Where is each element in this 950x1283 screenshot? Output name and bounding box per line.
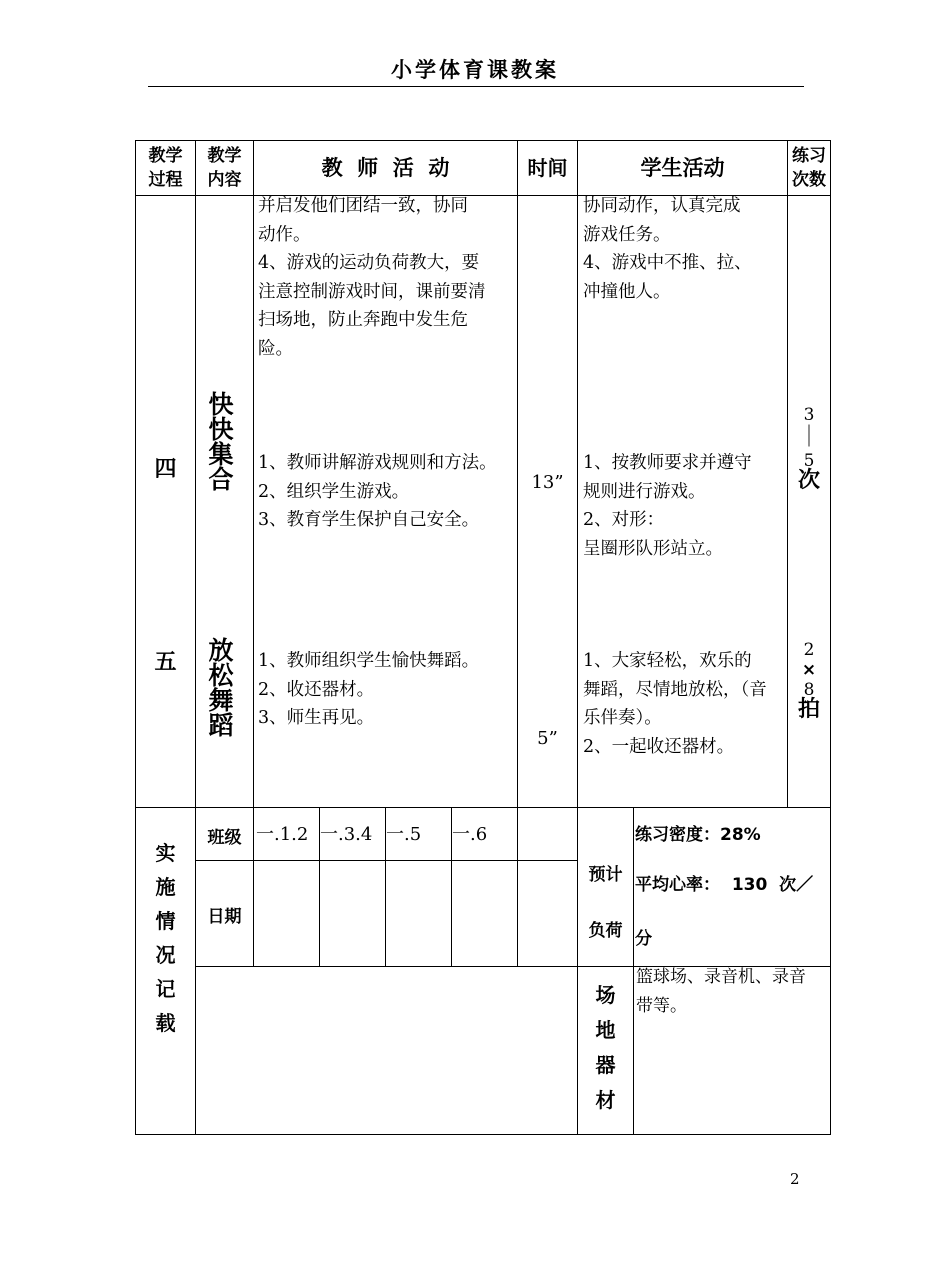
header-student: 学生活动 (640, 156, 725, 180)
class-3: 一.5 (386, 824, 422, 845)
density: 练习密度：28% (635, 825, 761, 845)
heart-rate: 平均心率： 130 次／ (635, 875, 814, 895)
section4-student: 1、按教师要求并遵守 规则进行游戏。 2、对形： 呈圈形队形站立。 (583, 453, 752, 559)
record-label: 实 施 情 况 记 载 (155, 841, 176, 1035)
section5-content: 放 松 舞 蹈 (208, 636, 234, 740)
section5-count: 2 × 8 拍 (797, 640, 820, 722)
section-number-4: 四 (154, 457, 177, 482)
class-4: 一.6 (452, 824, 488, 845)
class-2: 一.3.4 (320, 824, 373, 845)
venue-equipment: 篮球场、录音机、录音 带等。 (636, 967, 806, 1016)
venue-label: 场 地 器 材 (595, 983, 616, 1112)
header-time: 时间 (527, 156, 568, 180)
header-content: 教学内容 (207, 146, 242, 190)
section5-student: 1、大家轻松，欢乐的 舞蹈，尽情地放松，（音 乐伴奏）。 2、一起收还器材。 (583, 651, 767, 757)
student-continuation: 协同动作，认真完成 游戏任务。 4、游戏中不推、拉、 冲撞他人。 (583, 196, 752, 302)
class-1: 一.1.2 (256, 824, 309, 845)
section4-time: 13” (531, 472, 564, 493)
date-label: 日期 (207, 907, 242, 927)
section5-teacher: 1、教师组织学生愉快舞蹈。 2、收还器材。 3、师生再见。 (258, 651, 480, 729)
section4-count: 3 ｜ 5 次 (797, 405, 820, 493)
section-number-5: 五 (154, 650, 177, 675)
page-title: 小学体育课教案 (391, 58, 559, 82)
section4-content: 快 快 集 合 (208, 390, 234, 494)
section4-teacher: 1、教师讲解游戏规则和方法。 2、组织学生游戏。 3、教育学生保护自己安全。 (258, 453, 497, 531)
teacher-continuation: 并启发他们团结一致，协同 动作。 4、游戏的运动负荷教大，要 注意控制游戏时间，课前要清 扫场地，防止奔跑中发生危 险。 (258, 196, 486, 359)
section5-time: 5” (537, 728, 558, 749)
load-label: 预计 负荷 (588, 865, 623, 941)
header-process: 教学过程 (148, 146, 183, 190)
page-number: 2 (790, 1170, 800, 1188)
class-label: 班级 (207, 828, 242, 848)
header-count: 练习次数 (792, 146, 826, 190)
header-rule (148, 86, 804, 87)
heart-rate-unit: 分 (635, 929, 652, 949)
header-teacher: 教 师 活 动 (321, 156, 450, 180)
